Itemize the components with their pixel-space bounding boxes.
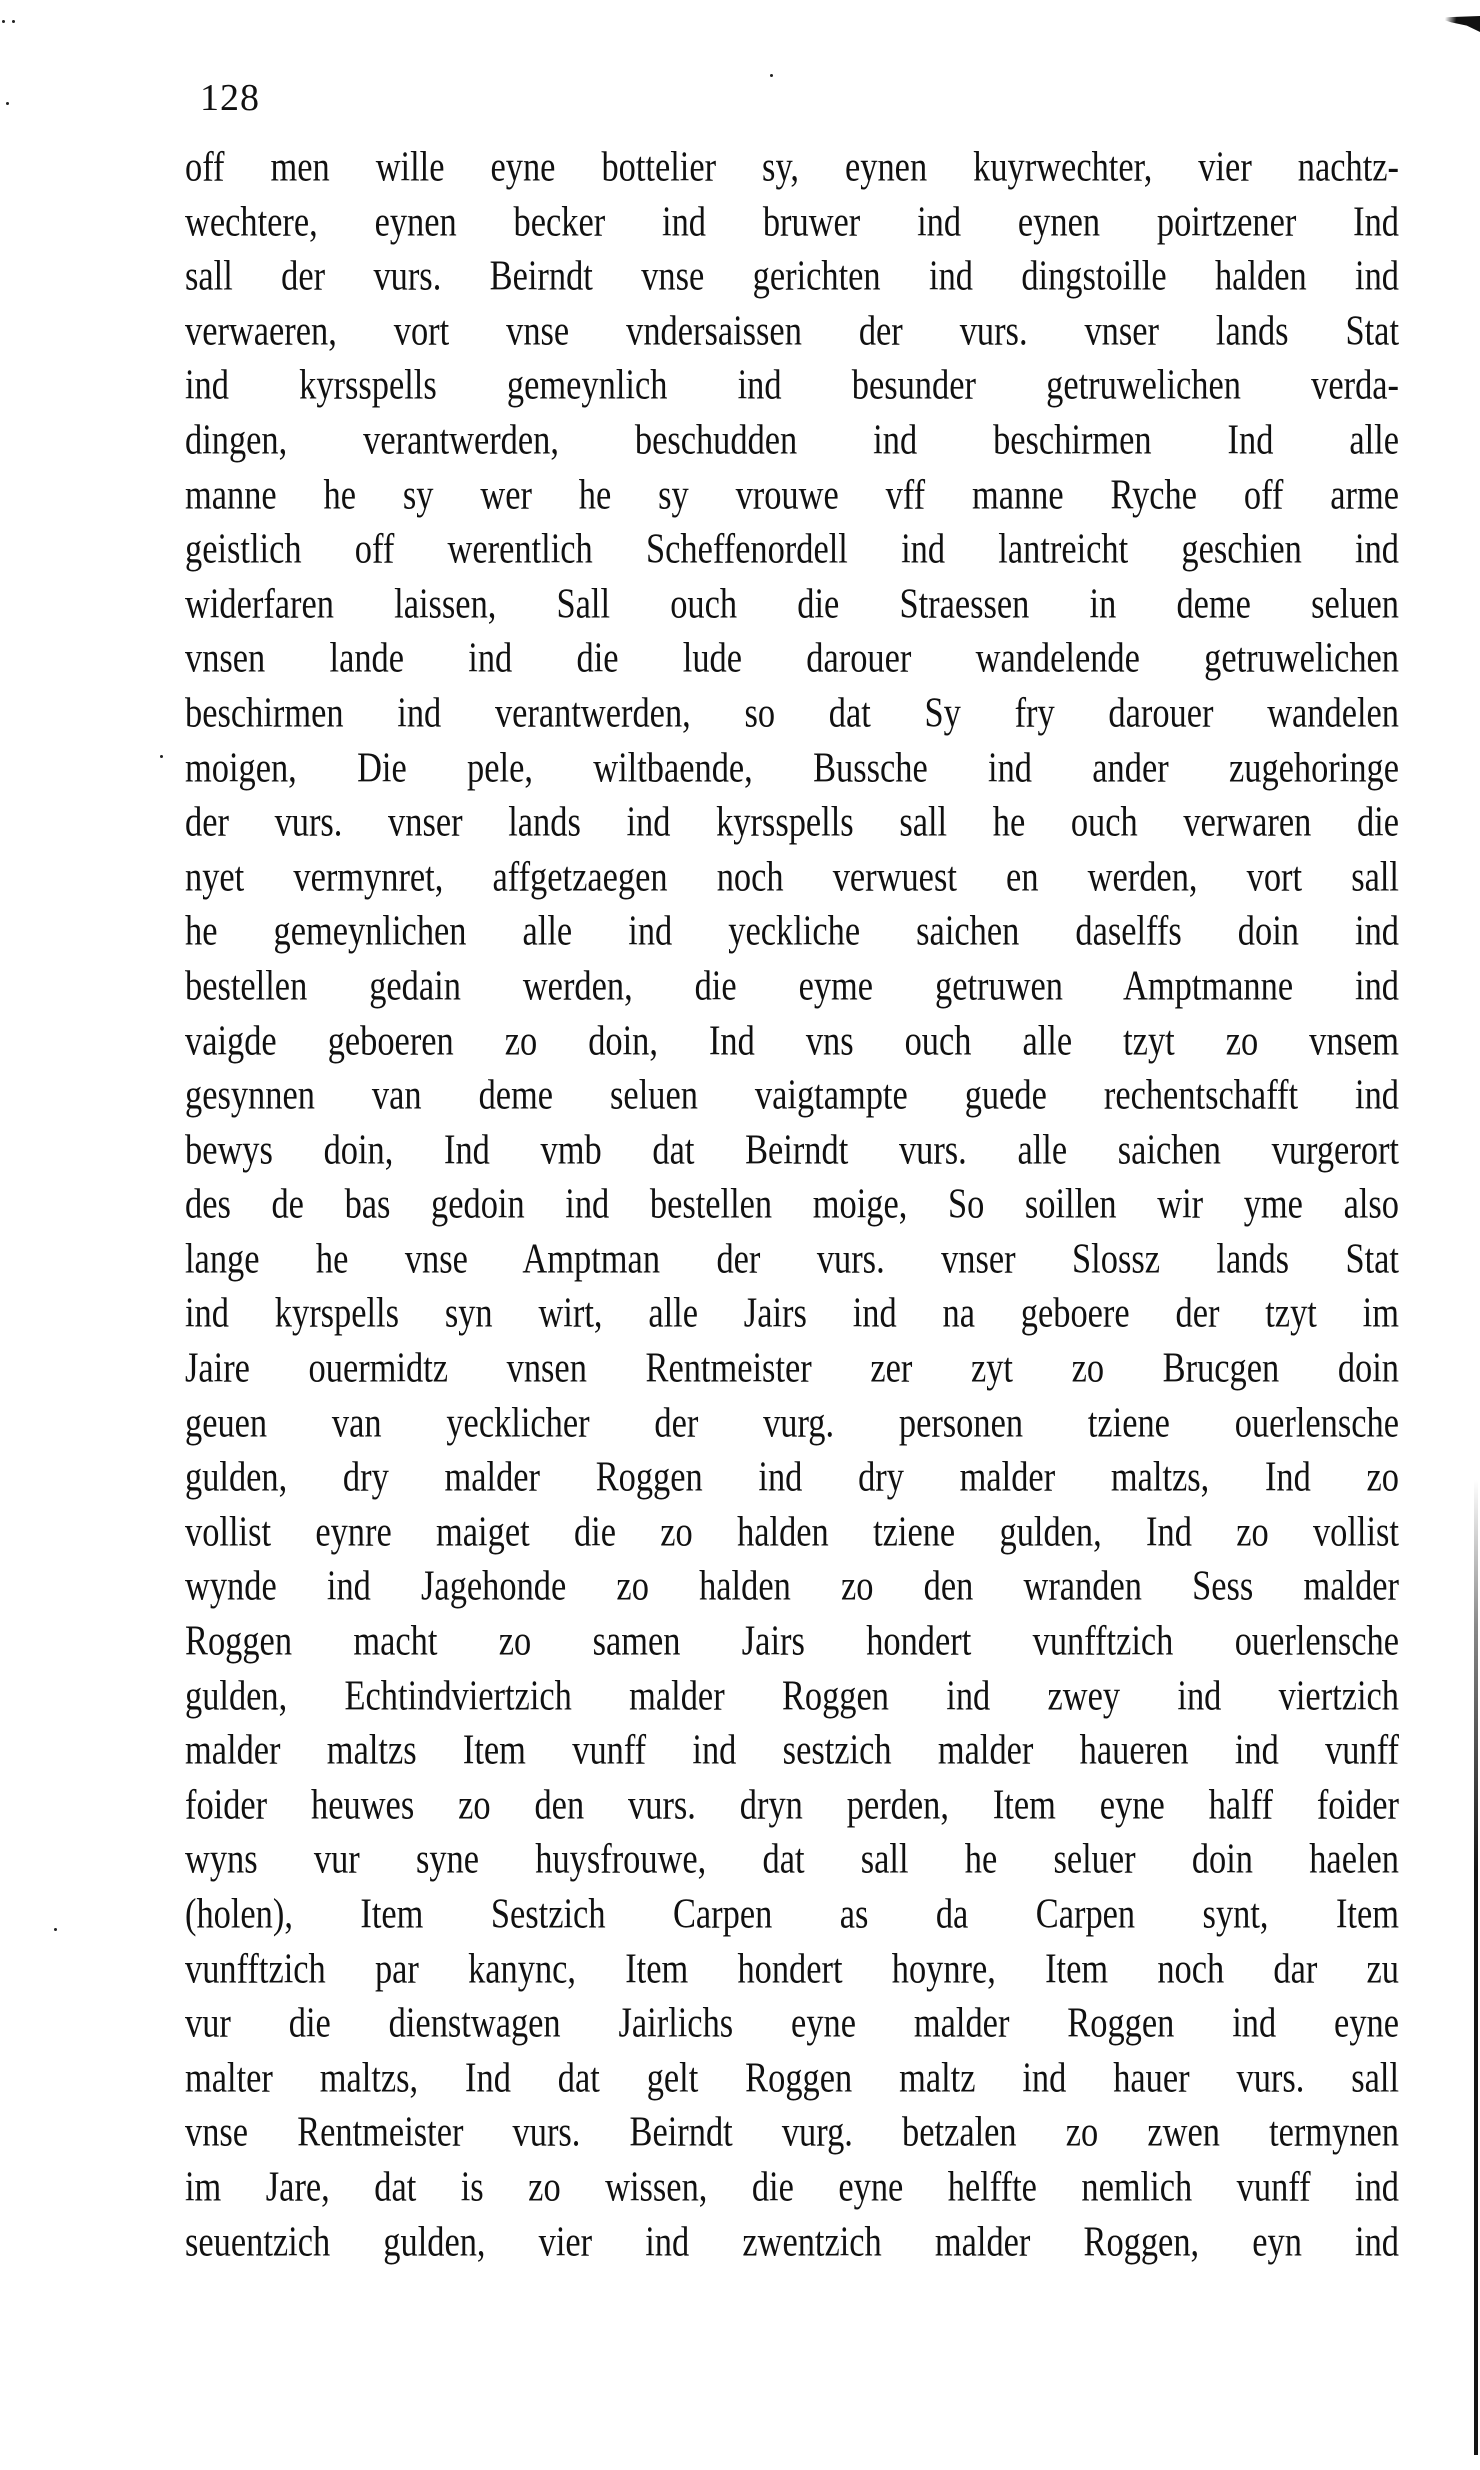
text-line: Roggen macht zo samen Jairs hondert vunfftzich ouerlensche — [185, 1616, 1399, 1665]
text-line: manne he sy wer he sy vrouwe vff manne Ryche off arme — [185, 470, 1399, 518]
scan-speck — [2, 20, 5, 23]
scan-speck — [160, 755, 163, 758]
text-line: vunfftzich par kanync, Item hondert hoynre, Item noch dar zu — [185, 1944, 1399, 1992]
page-number: 128 — [200, 77, 260, 119]
text-line: wyns vur syne huysfrouwe, dat sall he seluer doin haelen — [185, 1835, 1399, 1883]
text-line: geistlich off werentlich Scheffenordell ind lantreicht geschien ind — [185, 524, 1399, 573]
text-line: he gemeynlichen alle ind yeckliche saichen daselffs doin ind — [185, 907, 1399, 955]
scan-speck — [770, 74, 773, 77]
text-line: gulden, Echtindviertzich malder Roggen ind zwey ind viertzich — [185, 1671, 1399, 1719]
text-line: geuen van yecklicher der vurg. personen tziene ouerlensche — [185, 1398, 1399, 1446]
text-line: ind kyrspells syn wirt, alle Jairs ind na geboere der tzyt im — [185, 1289, 1399, 1337]
scan-speck — [12, 20, 15, 23]
text-line: foider heuwes zo den vurs. dryn perden, Item eyne halff foider — [185, 1780, 1399, 1828]
text-line: Jaire ouermidtz vnsen Rentmeister zer zyt zo Brucgen doin — [185, 1343, 1399, 1392]
text-line: off men wille eyne bottelier sy, eynen kuyrwechter, vier nachtz- — [185, 142, 1399, 191]
text-line: ind kyrsspells gemeynlich ind besunder getruwelichen verda- — [185, 361, 1399, 409]
scan-speck — [6, 102, 9, 105]
text-line: vnsen lande ind die lude darouer wandelende getruwelichen — [185, 634, 1399, 682]
text-line: malter maltzs, Ind dat gelt Roggen maltz ind hauer vurs. sall — [185, 2053, 1399, 2101]
text-line: vnse Rentmeister vurs. Beirndt vurg. betzalen zo zwen termynen — [185, 2108, 1399, 2156]
scan-corner-shadow — [1436, 16, 1480, 32]
body-text — [185, 140, 1399, 2269]
text-line: im Jare, dat is zo wissen, die eyne helffte nemlich vunff ind — [185, 2162, 1399, 2211]
text-line: vaigde geboeren zo doin, Ind vns ouch alle tzyt zo vnsem — [185, 1016, 1399, 1064]
text-line: seuentzich gulden, vier ind zwentzich malder Roggen, eyn ind — [185, 2217, 1399, 2265]
scan-right-edge-shadow — [1474, 1480, 1478, 2455]
text-line: moigen, Die pele, wiltbaende, Bussche ind ander zugehoringe — [185, 743, 1399, 791]
text-line: (holen), Item Sestzich Carpen as da Carpen synt, Item — [185, 1889, 1399, 1938]
text-line: nyet vermynret, affgetzaegen noch verwuest en werden, vort sall — [185, 852, 1399, 900]
text-line: bestellen gedain werden, die eyme getruwen Amptmanne ind — [185, 961, 1399, 1009]
text-line: vollist eynre maiget die zo halden tziene gulden, Ind zo vollist — [185, 1507, 1399, 1555]
text-line: lange he vnse Amptman der vurs. vnser Slossz lands Stat — [185, 1234, 1399, 1282]
text-line: widerfaren laissen, Sall ouch die Straessen in deme seluen — [185, 579, 1399, 627]
text-line: der vurs. vnser lands ind kyrsspells sall he ouch verwaren die — [185, 797, 1399, 846]
text-line: wechtere, eynen becker ind bruwer ind eynen poirtzener Ind — [185, 197, 1399, 245]
text-line: wynde ind Jagehonde zo halden zo den wranden Sess malder — [185, 1562, 1399, 1610]
text-line: vur die dienstwagen Jairlichs eyne malder Roggen ind eyne — [185, 1999, 1399, 2047]
text-line: beschirmen ind verantwerden, so dat Sy fry darouer wandelen — [185, 688, 1399, 737]
text-line: dingen, verantwerden, beschudden ind beschirmen Ind alle — [185, 415, 1399, 464]
text-line: sall der vurs. Beirndt vnse gerichten ind dingstoille halden ind — [185, 252, 1399, 300]
text-line: gulden, dry malder Roggen ind dry malder maltzs, Ind zo — [185, 1453, 1399, 1501]
text-line: malder maltzs Item vunff ind sestzich malder haueren ind vunff — [185, 1726, 1399, 1774]
text-line: verwaeren, vort vnse vndersaissen der vurs. vnser lands Stat — [185, 306, 1399, 354]
text-line: bewys doin, Ind vmb dat Beirndt vurs. alle saichen vurgerort — [185, 1125, 1399, 1173]
text-line: gesynnen van deme seluen vaigtampte guede rechentschafft ind — [185, 1070, 1399, 1119]
scan-speck — [54, 1928, 57, 1931]
text-line: des de bas gedoin ind bestellen moige, So soillen wir yme also — [185, 1180, 1399, 1228]
